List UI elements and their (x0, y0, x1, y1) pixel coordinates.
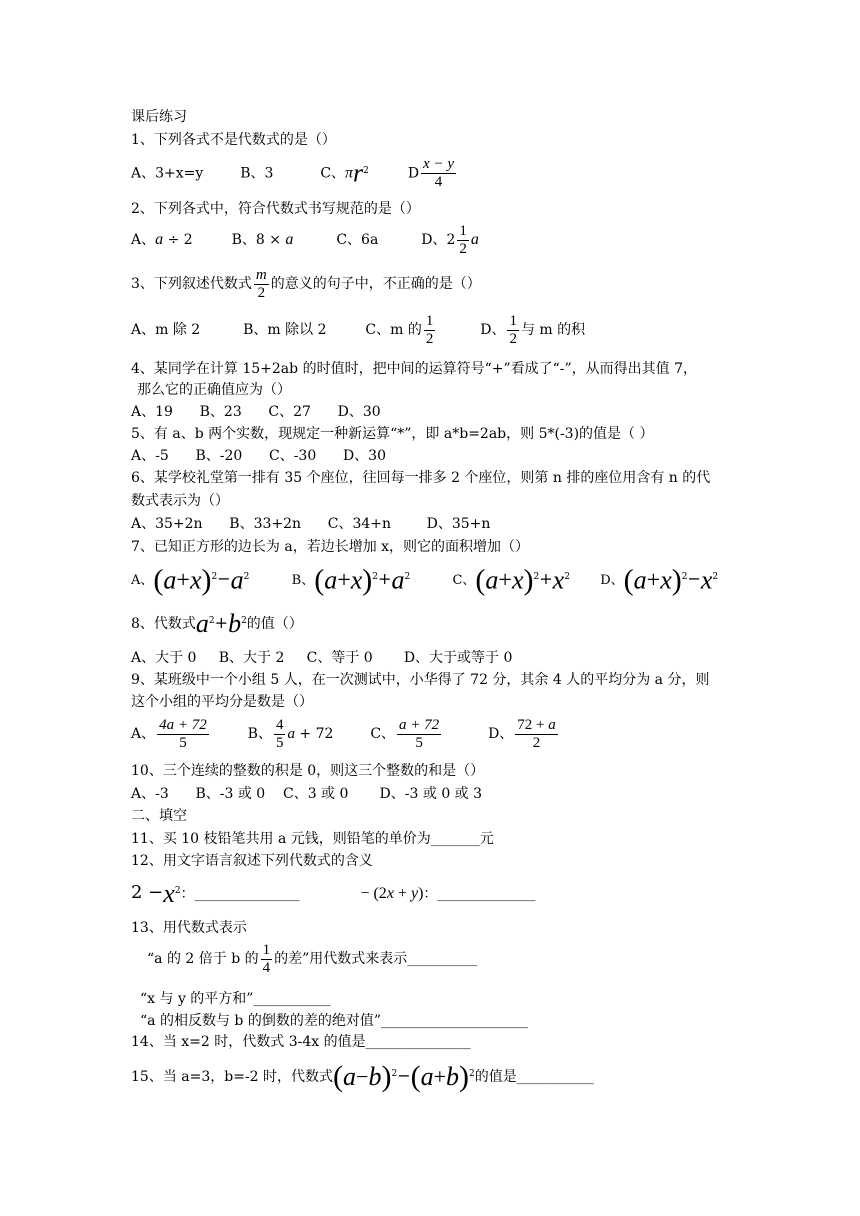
question-2-options: A、a ÷ 2 B、8 × a C、6a D、2 $\frac{1}{2}$ a (131, 222, 479, 257)
q3-option-c: C、m 的 (365, 322, 422, 338)
q9-option-a: A、 (131, 726, 156, 742)
q2-option-b: B、 (231, 232, 256, 248)
q9-option-d: D、 (488, 726, 514, 742)
q12-blank-2[interactable]: ：______________ (423, 886, 536, 902)
question-13-line-1: “a 的 2 倍于 b 的 $\frac{1}{4}$ 的差”用代数式来表示__________ (147, 941, 478, 976)
q7-option-a: A、 (131, 573, 154, 588)
question-8-stem: 8、代数式$a^2+b^2$的值（） (131, 609, 303, 638)
q7-option-d: D、 (600, 573, 624, 588)
question-9-stem-cont: 这个小组的平均分是数是（） (131, 694, 313, 710)
question-13-stem: 13、用代数式表示 (131, 920, 247, 936)
question-6-options: A、35+2n B、33+2n C、34+n D、35+n (131, 516, 491, 532)
q2-option-c: C、6a (336, 232, 379, 248)
question-7-stem: 7、已知正方形的边长为 a，若边长增加 x，则它的面积增加（） (131, 539, 530, 555)
question-1-options: A、3+x=y B、3 C、$\pi r^2$ D $\frac{x - y}{4}$ (131, 156, 454, 190)
question-14: 14、当 x=2 时，代数式 3-4x 的值是_______________ (131, 1034, 471, 1050)
question-13-line-3: “a 的相反数与 b 的倒数的差的绝对值”_____________________ (140, 1013, 528, 1029)
question-9-options: A、 $\frac{4a + 72}{5}$ B、 $\frac{4}{5}$ a + 72 C、 $\frac{a + 72}{5}$ D、 $\frac{72 + a}{2}$ (131, 716, 556, 751)
q1-option-d: D (407, 165, 420, 182)
question-12-stem: 12、用文字语言叙述下列代数式的含义 (131, 853, 373, 869)
q3-option-b: B、m 除以 2 (243, 322, 327, 338)
question-2-stem: 2、下列各式中，符合代数式书写规范的是（） (131, 201, 420, 217)
question-9-stem: 9、某班级中一个小组 5 人，在一次测试中，小华得了 72 分，其余 4 人的平均分为 a 分，则 (131, 672, 710, 688)
question-3-options: A、m 除 2 B、m 除以 2 C、m 的 $\frac{1}{2}$ D、 $\frac{1}{2}$ 与 m 的积 (131, 312, 586, 347)
q3-option-d: D、 (480, 322, 506, 338)
section-2-heading: 二、填空 (131, 808, 187, 824)
question-11: 11、买 10 枝铅笔共用 a 元钱，则铅笔的单价为_______元 (131, 831, 494, 847)
question-8-options: A、大于 0 B、大于 2 C、等于 0 D、大于或等于 0 (131, 650, 513, 666)
question-10-options: A、-3 B、-3 或 0 C、3 或 0 D、-3 或 0 或 3 (131, 786, 483, 802)
q2-option-d: D、 (421, 232, 447, 248)
question-4-stem-cont: 那么它的正确值应为（） (137, 382, 291, 398)
q12-blank-1[interactable]: ：_______________ (180, 886, 300, 902)
question-13-line-2: “x 与 y 的平方和”___________ (140, 991, 331, 1007)
question-5-stem: 5、有 a、b 两个实数，现规定一种新运算“*”，即 a*b=2ab，则 5*(-3)的值是（ ） (131, 426, 654, 442)
q1-option-b: B、3 (240, 165, 274, 182)
q2-option-a: A、 (131, 232, 156, 248)
question-12-expressions: $2 -x^2$：_______________ − (2x + y)：______________ (131, 879, 536, 908)
title: 课后练习 (131, 109, 187, 125)
question-4-options: A、19 B、23 C、27 D、30 (131, 404, 381, 420)
q1-option-c: C、 (320, 165, 346, 182)
question-10-stem: 10、三个连续的整数的积是 0，则这三个整数的和是（） (131, 763, 485, 779)
question-4-stem: 4、某同学在计算 15+2ab 的时值时，把中间的运算符号“+”看成了“-”，从而得出其值 7， (131, 361, 698, 377)
question-7-options: A、$(a+x)^2-a^2$ B、$(a+x)^2+a^2$ C、$(a+x)^2+x^2$ D、$(a+x)^2-x^2$ (131, 563, 719, 597)
q7-option-b: B、 (291, 573, 315, 588)
q3-option-a: A、m 除 2 (131, 322, 201, 338)
question-6-stem-cont: 数式表示为（） (131, 493, 229, 509)
q7-option-c: C、 (452, 573, 476, 588)
q1-option-a: A、3+x=y (131, 165, 204, 182)
question-1-stem: 1、下列各式不是代数式的是（） (131, 132, 336, 148)
question-15: 15、当 a=3，b=-2 时，代数式$(a-b)^2-(a+b)^2$的值是___________ (131, 1060, 594, 1093)
q9-option-c: C、 (370, 726, 396, 742)
question-6-stem: 6、某学校礼堂第一排有 35 个座位，往回每一排多 2 个座位，则第 n 排的座位用含有 n 的代 (131, 470, 711, 486)
question-3-stem: 3、下列叙述代数式 $\frac{m}{2}$ 的意义的句子中，不正确的是（） (131, 266, 481, 301)
question-5-options: A、-5 B、-20 C、-30 D、30 (131, 448, 386, 464)
q9-option-b: B、 (247, 726, 272, 742)
